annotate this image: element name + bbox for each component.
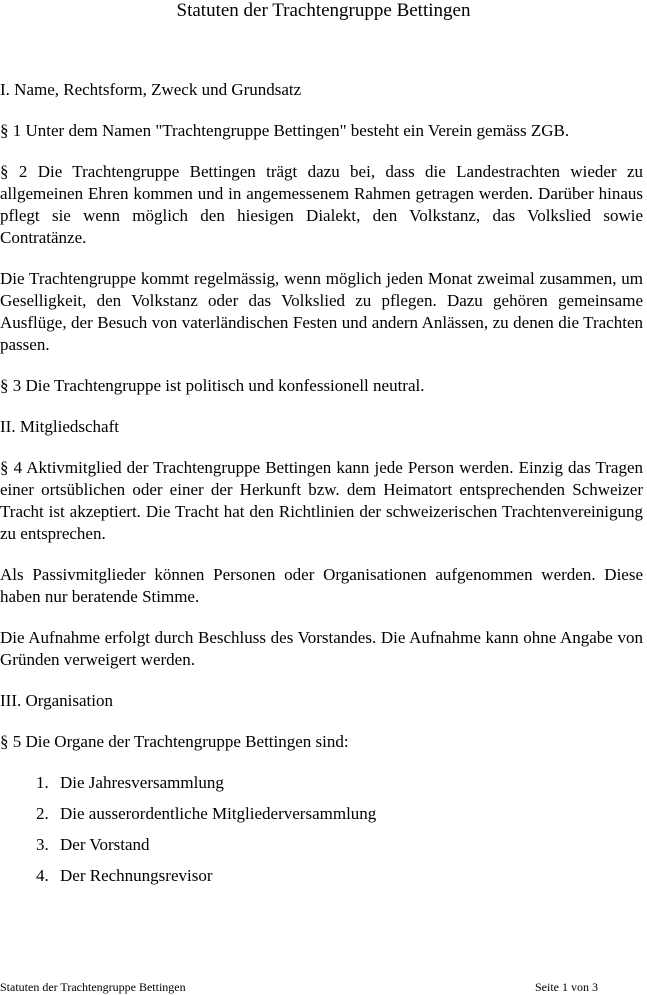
list-item-number: 1.	[36, 773, 49, 792]
footer-title: Statuten der Trachtengruppe Bettingen	[0, 980, 186, 994]
page-header	[0, 0, 647, 22]
list-item	[0, 865, 643, 887]
list-item-number: 3.	[36, 835, 49, 854]
paragraph-8: § 5 Die Organe der Trachtengruppe Bettingen sind:	[0, 732, 349, 751]
section-heading-1: I. Name, Rechtsform, Zweck und Grundsatz	[0, 80, 302, 99]
paragraph-1: § 1 Unter dem Namen "Trachtengruppe Bettingen" besteht ein Verein gemäss ZGB.	[0, 121, 570, 140]
paragraph-5: § 4 Aktivmitglied der Trachtengruppe Bettingen kann jede Person werden. Einzig das Tragen einer ortsüblichen oder einer der Herkunft bzw. dem Heimatort entsprechenden Schweizer Tracht ist akzeptiert. Die Tracht hat den Richtlinien der schweizerischen Trachtenvereinigung zu entsprechen.	[0, 458, 643, 543]
list-item-text: Die Jahresversammlung	[60, 773, 224, 792]
paragraph-6: Als Passivmitglieder können Personen oder Organisationen aufgenommen werden. Diese haben nur beratende Stimme.	[0, 565, 643, 606]
paragraph-4: § 3 Die Trachtengruppe ist politisch und konfessionell neutral.	[0, 376, 425, 395]
list-item	[0, 803, 643, 825]
header-title: Statuten der Trachtengruppe Bettingen	[176, 0, 471, 21]
list-item	[0, 772, 643, 794]
list-item-text: Der Rechnungsrevisor	[60, 866, 213, 885]
paragraph-2: § 2 Die Trachtengruppe Bettingen trägt dazu bei, dass die Landestrachten wieder zu allgemeinen Ehren kommen und in angemessenem Rahmen getragen werden. Darüber hinaus pflegt sie wenn möglich den hiesigen Dialekt, den Volkstanz, das Volkslied sowie Contratänze.	[0, 162, 643, 247]
list-item-text: Der Vorstand	[60, 835, 150, 854]
section-heading-3: III. Organisation	[0, 691, 113, 710]
organs-list	[0, 772, 643, 887]
page-number: Seite 1 von 3	[535, 980, 598, 994]
list-item-text: Die ausserordentliche Mitgliederversammlung	[60, 804, 377, 823]
document-body	[0, 79, 643, 896]
paragraph-3: Die Trachtengruppe kommt regelmässig, wenn möglich jeden Monat zweimal zusammen, um Geselligkeit, den Volkstanz oder das Volkslied zu pflegen. Dazu gehören gemeinsame Ausflüge, der Besuch von vaterländischen Festen und andern Anlässen, zu denen die Trachten passen.	[0, 269, 643, 354]
list-item	[0, 834, 643, 856]
paragraph-7: Die Aufnahme erfolgt durch Beschluss des Vorstandes. Die Aufnahme kann ohne Angabe von Gründen verweigert werden.	[0, 628, 643, 669]
list-item-number: 4.	[36, 866, 49, 885]
section-heading-2: II. Mitgliedschaft	[0, 417, 119, 436]
list-item-number: 2.	[36, 804, 49, 823]
